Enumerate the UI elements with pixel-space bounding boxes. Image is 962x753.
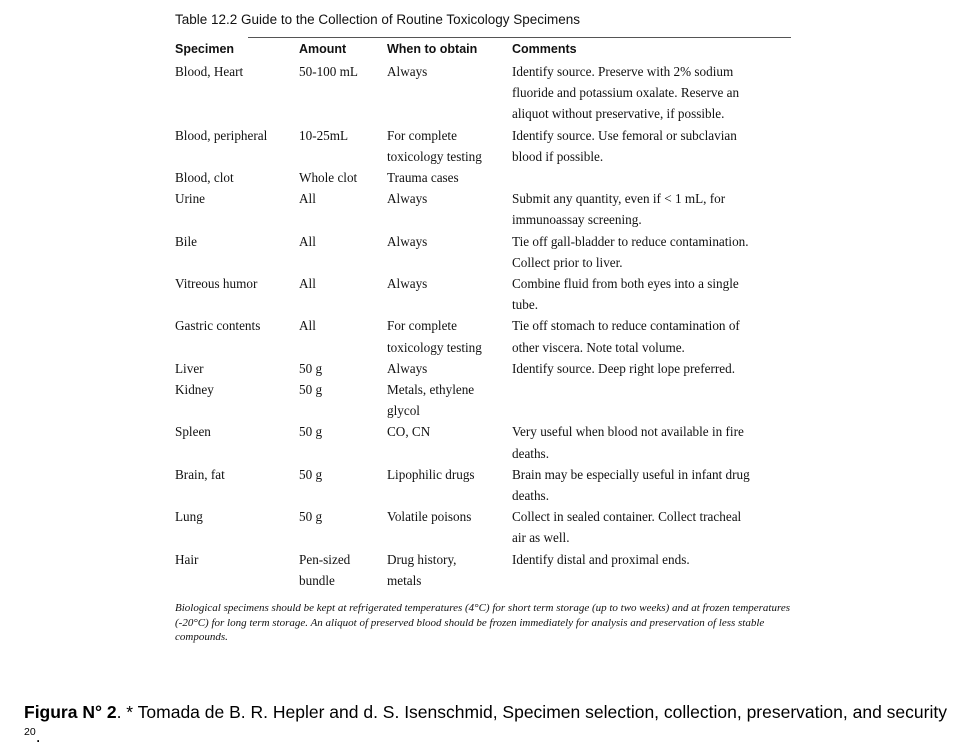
caption-text: . * Tomada de B. R. Hepler and d. S. Isenschmid, Specimen selection, collection, preservation, and security <box>116 702 947 722</box>
cell-comments: Identify source. Deep right lope preferred. <box>512 360 735 376</box>
cell-comments <box>512 379 795 421</box>
cell-when: Metals, ethylene glycol <box>387 382 475 419</box>
cell-amount: 50 g <box>299 360 323 376</box>
cell-specimen: Blood, peripheral <box>175 127 268 143</box>
cell-when: CO, CN <box>387 424 431 440</box>
cell-amount: All <box>299 318 316 334</box>
cell-specimen: Blood, Heart <box>175 64 244 79</box>
cell-comments: Submit any quantity, even if < 1 mL, for immunoassay screening. <box>512 191 726 228</box>
cell-amount: Whole clot <box>299 170 358 186</box>
cell-when: Drug history, metals <box>387 551 457 588</box>
table-footnote: Biological specimens should be kept at refrigerated temperatures (4°C) for short term storage (up to two weeks) and at frozen temperatures (-20°C) for long term storage. An aliquot of preserved blood should be frozen immediately for analysis and preservation of less stable compounds. <box>175 602 791 644</box>
table-row <box>175 358 795 379</box>
header-comments: Comments <box>512 42 577 56</box>
figure-caption <box>24 700 960 748</box>
cell-when: Always <box>387 233 428 249</box>
cell-specimen: Gastric contents <box>175 318 261 334</box>
table-row <box>175 549 795 591</box>
cell-comments: Identify source. Preserve with 2% sodium fluoride and potassium oxalate. Reserve an aliquot without preservative, if possible. <box>512 64 740 122</box>
table-row <box>175 464 795 506</box>
header-amount: Amount <box>299 42 347 56</box>
cell-when: For complete toxicology testing <box>387 127 482 164</box>
table-row <box>175 231 795 273</box>
cell-amount: All <box>299 191 316 207</box>
header-specimen: Specimen <box>175 42 235 56</box>
cell-specimen: Blood, clot <box>175 170 234 186</box>
cell-amount: 50 g <box>299 424 323 440</box>
cell-specimen: Vitreous humor <box>175 276 258 292</box>
cell-specimen: Urine <box>175 191 206 207</box>
title-rule <box>248 37 791 38</box>
cell-amount: Pen-sized bundle <box>299 551 351 588</box>
cell-specimen: Bile <box>175 233 197 249</box>
cell-comments: Tie off gall-bladder to reduce contamination. Collect prior to liver. <box>512 233 749 270</box>
cell-amount: 50-100 mL <box>299 64 358 79</box>
table-row <box>175 125 795 167</box>
cell-specimen: Lung <box>175 509 203 525</box>
cell-amount: 50 g <box>299 466 323 482</box>
cell-specimen: Hair <box>175 551 199 567</box>
table-row <box>175 273 795 315</box>
table-row <box>175 188 795 230</box>
table-row <box>175 379 795 421</box>
cell-specimen: Brain, fat <box>175 466 225 482</box>
cell-amount: 50 g <box>299 509 323 525</box>
cell-comments: Identify source. Use femoral or subclavian blood if possible. <box>512 127 737 164</box>
cell-comments: Very useful when blood not available in fire deaths. <box>512 424 744 461</box>
cell-when: Always <box>387 276 428 292</box>
table-title: Table 12.2 Guide to the Collection of Routine Toxicology Specimens <box>175 12 580 27</box>
cell-comments: Tie off stomach to reduce contamination of other viscera. Note total volume. <box>512 318 740 355</box>
cell-specimen: Liver <box>175 360 204 376</box>
cell-comments <box>512 167 795 188</box>
cell-comments: Brain may be especially useful in infant drug deaths. <box>512 466 750 504</box>
cell-comments: Collect in sealed container. Collect tracheal air as well. <box>512 509 742 546</box>
table-row <box>175 506 795 548</box>
cell-when: Always <box>387 64 428 79</box>
table-row <box>175 167 795 188</box>
caption-end: . <box>35 726 41 746</box>
cell-specimen: Kidney <box>175 382 214 398</box>
cell-amount: 50 g <box>299 382 323 398</box>
cell-amount: All <box>299 233 316 249</box>
cell-comments: Combine fluid from both eyes into a single tube. <box>512 276 739 313</box>
table-row <box>175 315 795 357</box>
cell-when: Always <box>387 360 428 376</box>
cell-comments: Identify distal and proximal ends. <box>512 551 690 567</box>
table-row <box>175 421 795 463</box>
cell-when: Trauma cases <box>387 170 459 186</box>
cell-when: Lipophilic drugs <box>387 466 475 482</box>
table-row <box>175 61 795 125</box>
caption-label: Figura N° 2 <box>24 702 117 722</box>
caption-reference: 20 <box>24 726 36 739</box>
cell-specimen: Spleen <box>175 424 211 440</box>
cell-amount: 10-25mL <box>299 127 349 143</box>
cell-when: Volatile poisons <box>387 509 472 525</box>
cell-amount: All <box>299 276 316 292</box>
header-when-to-obtain: When to obtain <box>387 42 478 56</box>
table-body <box>175 61 795 591</box>
cell-when: Always <box>387 191 428 207</box>
cell-when: For complete toxicology testing <box>387 318 482 355</box>
